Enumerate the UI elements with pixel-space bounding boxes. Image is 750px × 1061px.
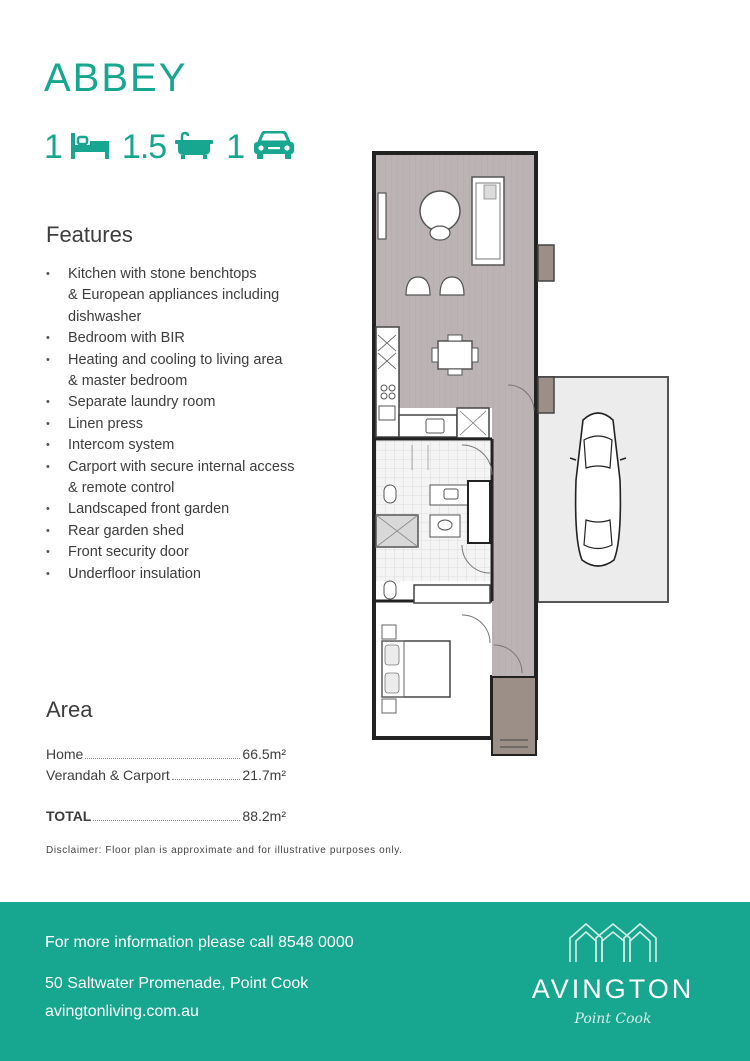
- website-link[interactable]: avingtonliving.com.au: [45, 1003, 199, 1020]
- feature-item: & master bedroom: [68, 373, 188, 390]
- dining-table: [438, 341, 472, 369]
- tv-unit: [378, 193, 386, 239]
- leader-dots: [85, 758, 240, 759]
- feature-item: • Bedroom with BIR: [46, 328, 326, 349]
- bedrooms-count: 1: [44, 128, 62, 166]
- bedside-table: [382, 625, 396, 639]
- area-row-home: [46, 746, 286, 762]
- feature-item: • Carport with secure internal access: [46, 457, 326, 478]
- kitchen-bench: [399, 415, 457, 437]
- feature-item: & European appliances including: [68, 287, 280, 304]
- area-value: 66.5m²: [242, 746, 286, 762]
- total-value: 88.2m²: [242, 808, 286, 824]
- car-icon: [252, 131, 296, 164]
- round-table: [420, 191, 460, 231]
- total-label: TOTAL: [46, 808, 92, 824]
- feature-item: • Landscaped front garden: [46, 499, 326, 520]
- footer: [0, 902, 750, 1061]
- area-value: 21.7m²: [242, 767, 286, 783]
- brand-location: Point Cook: [574, 1011, 652, 1027]
- feature-item: • Kitchen with stone benchtops: [46, 264, 326, 285]
- area-heading: Area: [46, 697, 93, 722]
- disclaimer: Disclaimer: Floor plan is approximate and for illustrative purposes only.: [46, 845, 403, 856]
- feature-item: • Linen press: [46, 414, 326, 435]
- leader-dots: [172, 779, 241, 780]
- area-label: Verandah & Carport: [46, 767, 170, 783]
- brand-name: AVINGTON: [531, 974, 695, 1004]
- side-step: [538, 245, 554, 281]
- avington-houses-logo-icon: [568, 922, 658, 964]
- feature-item: • Rear garden shed: [46, 521, 326, 542]
- toilet: [384, 581, 396, 599]
- page-title: ABBEY: [44, 56, 188, 100]
- address: 50 Saltwater Promenade, Point Cook: [45, 975, 309, 992]
- floor-plan: [368, 145, 708, 760]
- side-step: [538, 377, 554, 413]
- feature-item: • Front security door: [46, 542, 326, 563]
- feature-item: • Separate laundry room: [46, 392, 326, 413]
- area-label: Home: [46, 746, 84, 762]
- leader-dots: [93, 820, 240, 821]
- porch: [492, 677, 536, 755]
- bed-icon: [70, 131, 110, 164]
- bathtub-icon: [174, 131, 214, 164]
- vanity: [430, 515, 460, 537]
- feature-item: & remote control: [68, 480, 175, 497]
- toilet: [384, 485, 396, 503]
- features-heading: Features: [46, 222, 133, 247]
- contact-phone: For more information please call 8548 0000: [45, 934, 354, 951]
- bedside-table: [382, 699, 396, 713]
- feature-item: dishwasher: [68, 308, 142, 325]
- feature-item: • Intercom system: [46, 435, 326, 456]
- area-row-verandah-carport: [46, 767, 286, 783]
- area-row-total: [46, 808, 286, 824]
- bathrooms-count: 1.5: [121, 128, 167, 166]
- feature-item: • Heating and cooling to living area: [46, 350, 326, 371]
- property-specs: [44, 126, 308, 168]
- features-list: [46, 264, 326, 585]
- car-spaces-count: 1: [226, 128, 245, 166]
- robe: [414, 585, 490, 603]
- vanity: [430, 485, 470, 505]
- linen-press: [468, 481, 490, 543]
- feature-item: • Underfloor insulation: [46, 564, 326, 585]
